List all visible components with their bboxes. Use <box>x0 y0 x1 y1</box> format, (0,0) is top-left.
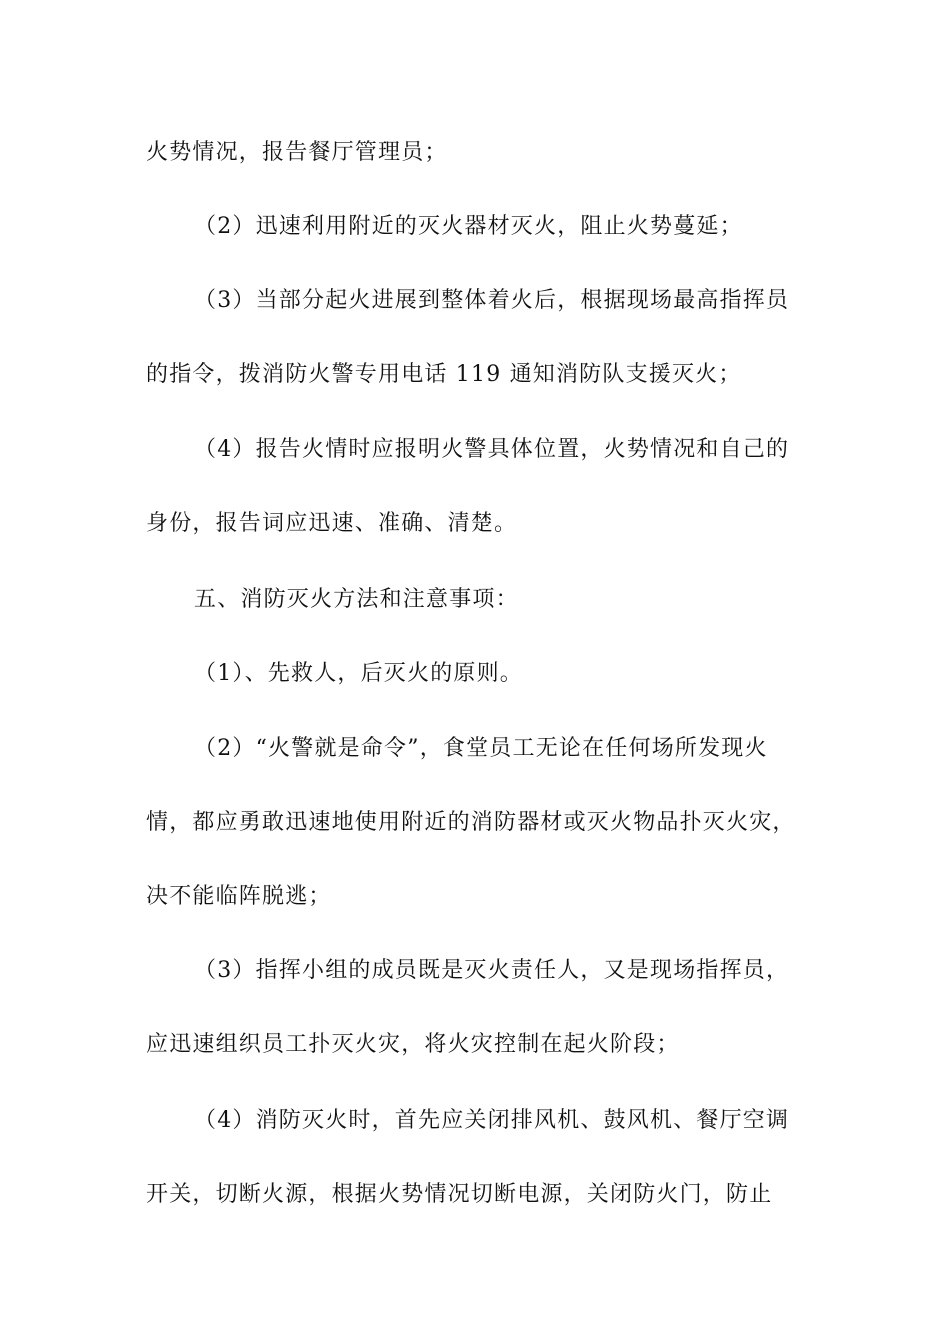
text-line: （2）“火警就是命令”，食堂员工无论在任何场所发现火 <box>194 736 768 761</box>
text-line: （3）当部分起火进展到整体着火后，根据现场最高指挥员 <box>194 288 790 313</box>
text-line: 火势情况，报告餐厅管理员； <box>146 140 448 165</box>
text-line: （4）消防灭火时，首先应关闭排风机、鼓风机、餐厅空调 <box>194 1108 790 1133</box>
section-heading: 五、消防灭火方法和注意事项： <box>194 587 519 612</box>
text-line: 的指令，拨消防火警专用电话 119 通知消防队支援灭火； <box>146 362 742 387</box>
text-line: 应迅速组织员工扑灭火灾，将火灾控制在起火阶段； <box>146 1032 680 1057</box>
text-line: 情，都应勇敢迅速地使用附近的消防器材或灭火物品扑灭火灾， <box>146 810 796 835</box>
text-line: （2）迅速利用附近的灭火器材灭火，阻止火势蔓延； <box>194 214 743 239</box>
text-line: 开关，切断火源，根据火势情况切断电源，关闭防火门，防止 <box>146 1182 773 1207</box>
text-line: 身份，报告词应迅速、准确、清楚。 <box>146 511 518 536</box>
text-line: （3）指挥小组的成员既是灭火责任人，又是现场指挥员， <box>194 958 790 983</box>
text-line: 决不能临阵脱逃； <box>146 884 332 909</box>
text-line: （4）报告火情时应报明火警具体位置，火势情况和自己的 <box>194 437 790 462</box>
text-line: （1）、先救人，后灭火的原则。 <box>194 661 523 686</box>
